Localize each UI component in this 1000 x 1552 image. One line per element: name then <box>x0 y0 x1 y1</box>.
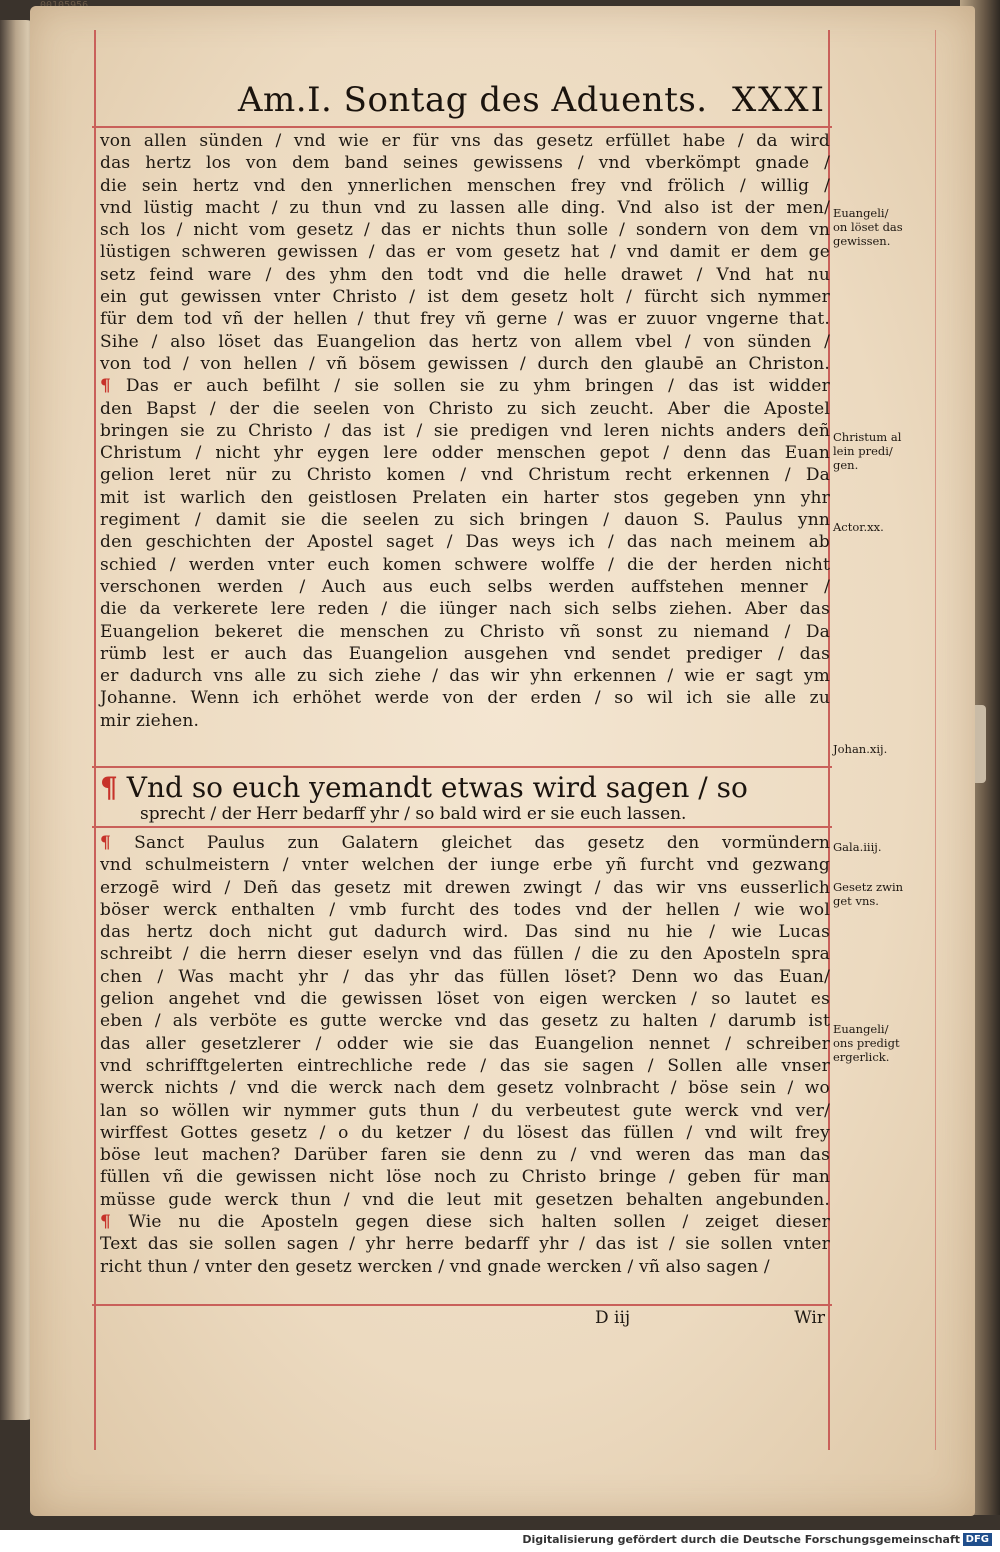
text-line-content: verschonen werden / Auch aus euch selbs werden auffstehen menner / <box>100 576 830 597</box>
text-line-content: Sanct Paulus zun Galatern gleichet das gesetz den vormündern <box>134 833 830 853</box>
text-line <box>100 710 830 732</box>
pericope-line-2: sprecht / der Herr bedarff yhr / so bald wird er sie euch lassen. <box>140 804 687 824</box>
text-line <box>100 1211 830 1233</box>
text-line-content: richt thun / vnter den gesetz wercken / vnd gnade wercken / vñ also sagen / <box>100 1256 770 1277</box>
text-line-content: schreibt / die herrn dieser eselyn vnd das füllen / die zu den Aposteln spra <box>100 944 830 965</box>
text-line-content: die sein hertz vnd den ynnerlichen menschen frey vnd frölich / willig / <box>100 175 830 196</box>
running-header <box>230 80 830 120</box>
text-line-content: vnd schulmeistern / vnter welchen der iunge erbe yñ furcht vnd gezwang <box>100 855 830 876</box>
text-line <box>100 464 830 486</box>
text-line <box>100 442 830 464</box>
text-line <box>100 1166 830 1188</box>
text-line-content: müsse gude werck thun / vnd die leut mit gesetzen behalten angebunden. <box>100 1189 830 1210</box>
text-line <box>100 241 830 263</box>
text-line-content: für dem tod vñ der hellen / thut frey vñ gerne / was er zuuor vngerne that. <box>100 309 830 330</box>
pericope-line-1: Vnd so euch yemandt etwas wird sagen / so <box>126 771 748 804</box>
ruling-pericope-top <box>92 766 832 768</box>
text-line <box>100 854 830 876</box>
text-line <box>100 1055 830 1077</box>
text-line-content: das hertz los von dem band seines gewissens / vnd vberkömpt gnade / <box>100 153 830 174</box>
text-line <box>100 286 830 308</box>
text-line-content: mit ist warlich den geistlosen Prelaten ein harter stos gegeben ynn yhr <box>100 487 830 508</box>
text-line <box>100 1077 830 1099</box>
marginal-line: Actor.xx. <box>833 520 884 534</box>
text-line-content: Euangelion bekeret die menschen zu Christo vñ sonst zu niemand / Da <box>100 621 830 642</box>
text-line <box>100 899 830 921</box>
marginal-line: Euangeli/ <box>833 1022 889 1036</box>
footer-credit: Digitalisierung gefördert durch die Deutsche Forschungsgemeinschaft <box>522 1533 960 1546</box>
text-line-content: bringen sie zu Christo / das ist / sie predigen vnd leren nichts anders deñ <box>100 420 830 441</box>
text-line-content: von tod / von hellen / vñ bösem gewissen / durch den glaubē an Christon. <box>100 353 830 374</box>
text-line <box>100 1233 830 1255</box>
text-line-content: von allen sünden / vnd wie er für vns das gesetz erfüllet habe / da wird <box>100 131 830 151</box>
text-line-content: vnd schrifftgelerten eintrechliche rede / das sie sagen / Sollen alle vnser <box>100 1055 830 1076</box>
text-line-content: das aller gesetzlerer / odder wie sie das Euangelion nennet / schreiber <box>100 1033 830 1054</box>
text-line-content: den geschichten der Apostel saget / Das weys ich / das nach meinem ab <box>100 532 830 553</box>
text-line-content: das hertz doch nicht gut dadurch wird. Das sind nu hie / wie Lucas <box>100 922 830 943</box>
text-line-content: lan so wöllen wir nymmer guts thun / du verbeutest gute werck vnd ver/ <box>100 1100 830 1121</box>
text-line-content: Christum / nicht yhr eygen lere odder menschen gepot / denn das Euan <box>100 443 830 464</box>
text-line <box>100 988 830 1010</box>
text-line <box>100 308 830 330</box>
text-line <box>100 966 830 988</box>
text-line-content: Johanne. Wenn ich erhöhet werde von der erden / so wil ich sie alle zu <box>100 688 830 709</box>
text-line-content: er dadurch vns alle zu sich ziehe / das wir yhn erkennen / wie er sagt ym <box>100 666 830 687</box>
text-line <box>100 1256 830 1278</box>
text-line-content: Sihe / also löset das Euangelion das hertz von allem vbel / von sünden / <box>100 331 830 352</box>
marginal-note-6 <box>833 880 928 908</box>
text-line-content: Text das sie sollen sagen / yhr herre bedarff yhr / das ist / sie sollen vnter <box>100 1234 830 1255</box>
marginal-line: ons predigt <box>833 1036 900 1050</box>
text-line-content: chen / Was macht yhr / das yhr das füllen löset? Denn wo das Euan/ <box>100 966 830 987</box>
ruling-bottom <box>92 1304 832 1306</box>
text-line <box>100 509 830 531</box>
folio-number: XXXI <box>731 80 826 120</box>
ruling-outer-right <box>935 30 936 1450</box>
catchword: Wir <box>794 1308 825 1328</box>
text-line-content: den Bapst / der die seelen von Christo zu sich zeucht. Aber die Apostel <box>100 398 830 419</box>
text-line-content: gelion leret nür zu Christo komen / vnd Christum recht erkennen / Da <box>100 465 830 486</box>
text-line <box>100 264 830 286</box>
text-line-content: böse leut machen? Darüber faren sie denn zu / vnd weren das man das <box>100 1145 830 1166</box>
marginal-note-7 <box>833 1022 928 1064</box>
text-line <box>100 943 830 965</box>
pilcrow-icon: ¶ <box>100 833 135 853</box>
text-line <box>100 621 830 643</box>
text-line <box>100 921 830 943</box>
text-line-content: die da verkerete lere reden / die iünger nach sich selbs ziehen. Aber das <box>100 599 830 620</box>
text-line-content: Das er auch befilht / sie sollen sie zu yhm bringen / das ist widder <box>125 376 831 397</box>
text-line <box>100 1189 830 1211</box>
text-line <box>100 643 830 665</box>
text-line-content: werck nichts / vnd die werck nach dem gesetz volnbracht / böse sein / wo <box>100 1078 830 1099</box>
text-line <box>100 1144 830 1166</box>
text-line <box>100 665 830 687</box>
text-line-content: füllen vñ die gewissen nicht löse noch zu Christo bringe / geben für man <box>100 1167 830 1188</box>
marginal-line: get vns. <box>833 894 879 908</box>
text-line <box>100 877 830 899</box>
ruling-top <box>92 126 832 128</box>
text-line-content: mir ziehen. <box>100 710 200 731</box>
pericope-heading <box>100 772 830 822</box>
text-line <box>100 219 830 241</box>
text-line-content: setz feind ware / des yhm den todt vnd die helle drawet / Vnd hat nu <box>100 264 830 285</box>
marginal-line: gen. <box>833 458 859 472</box>
ruling-pericope-bottom <box>92 826 832 828</box>
text-line <box>100 531 830 553</box>
pilcrow-icon: ¶ <box>100 771 118 804</box>
header-title: Am.I. Sontag des Aduents. <box>238 80 708 120</box>
text-line-content: ein gut gewissen vnter Christo / ist dem gesetz holt / fürcht sich nymmer <box>100 287 830 308</box>
marginal-line: Euangeli/ <box>833 206 889 220</box>
text-line-content: eben / als verböte es gutte wercke vnd das gesetz zu halten / darumb ist <box>100 1011 830 1032</box>
text-line <box>100 152 830 174</box>
pilcrow-icon: ¶ <box>100 376 126 397</box>
marginal-note-3 <box>833 520 928 534</box>
text-line-content: regiment / damit sie die seelen zu sich bringen / dauon S. Paulus ynn <box>100 510 830 531</box>
text-line-content: böser werck enthalten / vmb furcht des todes vnd der hellen / wie wol <box>100 899 830 920</box>
text-line-content: vnd lüstig macht / zu thun vnd zu lassen alle ding. Vnd also ist der men/ <box>100 197 830 218</box>
marginal-line: ergerlick. <box>833 1050 890 1064</box>
marginal-line: Gesetz zwin <box>833 880 904 894</box>
marginal-line: Johan.xij. <box>833 742 888 756</box>
text-block-1 <box>100 130 830 732</box>
text-line-content: gelion angehet vnd die gewissen löset von eigen wercken / so lautet es <box>100 989 830 1010</box>
text-line <box>100 554 830 576</box>
footer-bar <box>0 1530 1000 1552</box>
text-line-content: erzogē wird / Deñ das gesetz mit drewen zwingt / das wir vns eusserlich <box>100 877 830 898</box>
dfg-logo: DFG <box>963 1533 992 1546</box>
text-line <box>100 420 830 442</box>
signature-mark: D iij <box>595 1308 631 1328</box>
text-line <box>100 1033 830 1055</box>
text-line-content: schied / werden vnter euch komen schwere wolffe / die der herden nicht <box>100 554 830 575</box>
text-line-content: lüstigen schweren gewissen / das er vom gesetz hat / vnd damit er dem ge <box>100 242 830 263</box>
text-line <box>100 1100 830 1122</box>
text-line <box>100 687 830 709</box>
text-block-2 <box>100 832 830 1278</box>
text-line-content: Wie nu die Aposteln gegen diese sich halten sollen / zeiget dieser <box>128 1212 830 1233</box>
marginal-note-1 <box>833 206 928 248</box>
marginal-line: Christum al <box>833 430 902 444</box>
text-line <box>100 197 830 219</box>
marginal-line: Gala.iiij. <box>833 840 882 854</box>
marginal-line: lein predi/ <box>833 444 893 458</box>
text-line <box>100 130 830 152</box>
ruling-left <box>94 30 96 1450</box>
text-line-content: rümb lest er auch das Euangelion ausgehen vnd sendet prediger / das <box>100 643 830 664</box>
marginal-line: gewissen. <box>833 234 891 248</box>
pilcrow-icon: ¶ <box>100 1212 129 1233</box>
text-line <box>100 1010 830 1032</box>
text-line <box>100 375 830 397</box>
text-line <box>100 598 830 620</box>
text-line <box>100 1122 830 1144</box>
text-line <box>100 832 830 854</box>
marginal-note-5 <box>833 840 928 854</box>
text-line <box>100 331 830 353</box>
text-line <box>100 175 830 197</box>
text-line-content: sch los / nicht vom gesetz / das er nichts thun solle / sondern von dem vn <box>100 220 830 241</box>
text-line <box>100 398 830 420</box>
text-line <box>100 487 830 509</box>
text-line-content: wirffest Gottes gesetz / o du ketzer / du lösest das füllen / vnd wilt frey <box>100 1122 830 1143</box>
text-line <box>100 576 830 598</box>
marginal-line: on löset das <box>833 220 903 234</box>
marginal-note-4 <box>833 742 928 756</box>
marginal-note-2 <box>833 430 928 472</box>
text-line <box>100 353 830 375</box>
